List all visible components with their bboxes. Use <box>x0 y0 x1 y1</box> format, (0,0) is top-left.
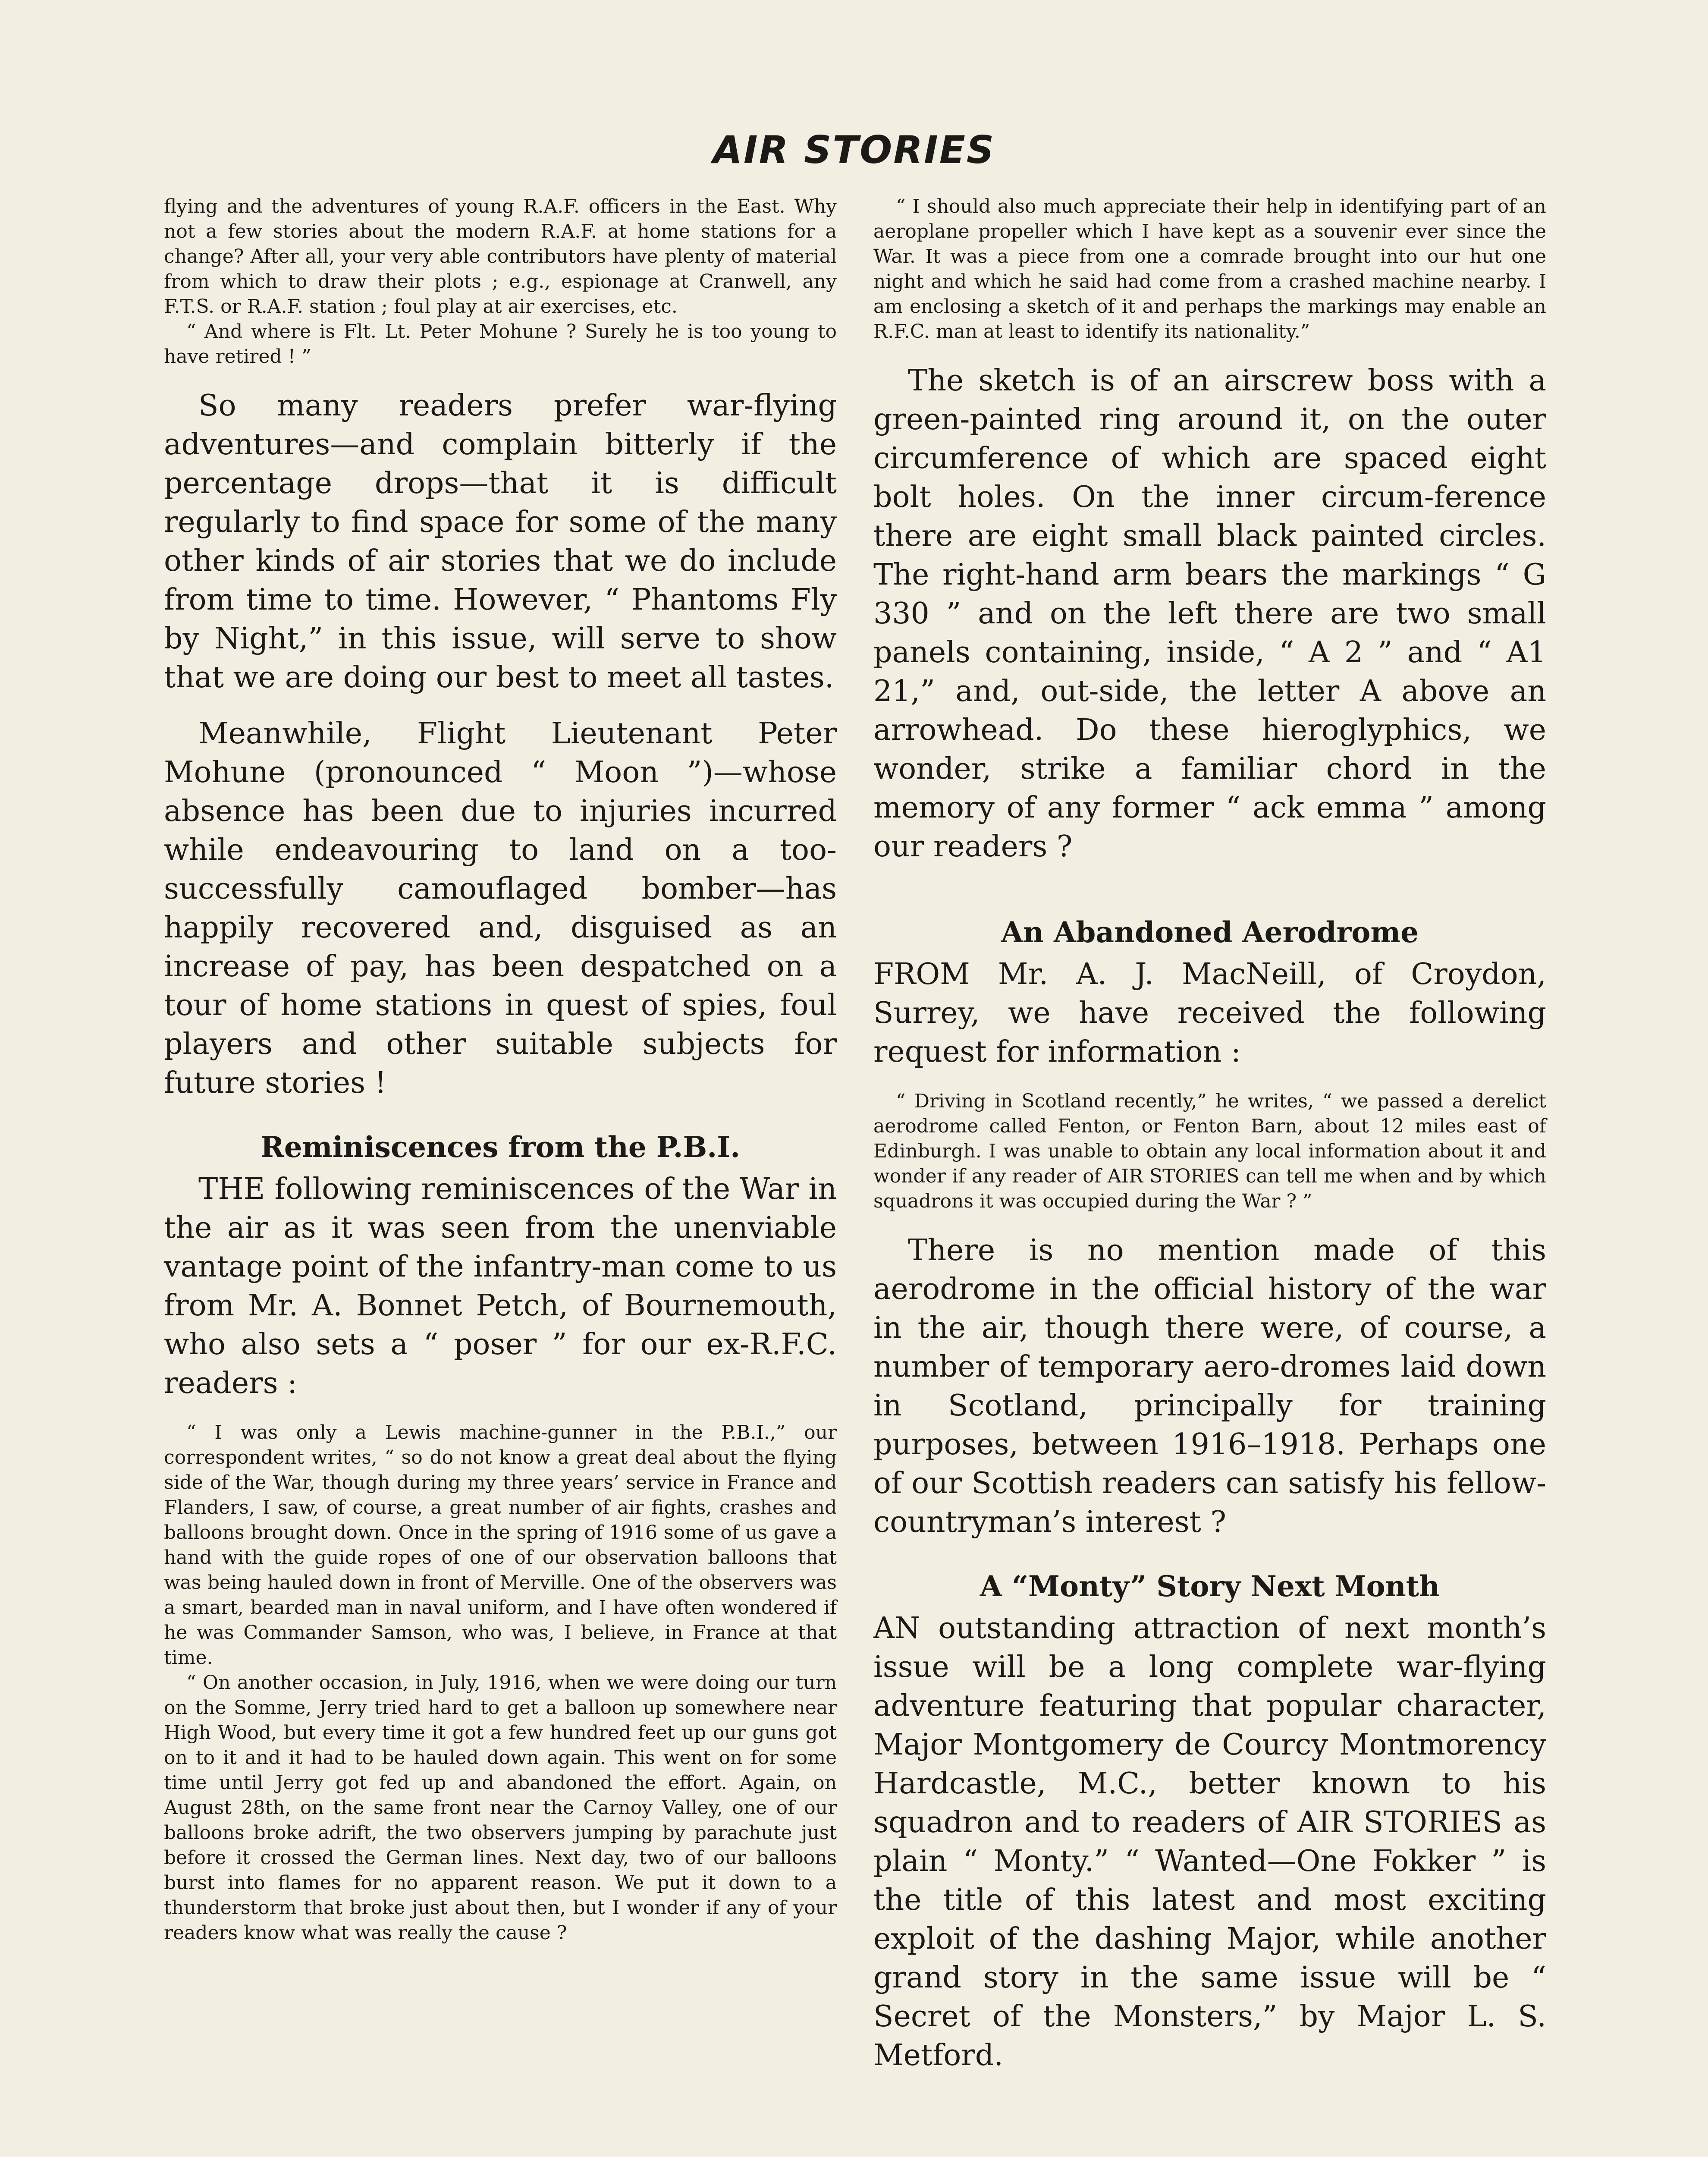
quote-propeller: “ I should also much appreciate their help in identifying part of an aeroplane propeller which I have kept as a souvenir ever since the War. It was a piece from one a comrade brought into our hut one night and which he said had come from a crashed machine nearby. I am enclosing a sketch of it and perhaps the markings may enable an R.F.C. man at least to identify its nationality.” <box>873 195 1546 343</box>
continued-paragraph: flying and the adventures of young R.A.F. officers in the East. Why not a few stories about the modern R.A.F. at home stations for a change? After all, your very able contributors have plenty of material from which to draw their plots ; e.g., espionage at Cranwell, any F.T.S. or R.A.F. station ; foul play at air exercises, etc. <box>164 195 837 318</box>
paragraph-pbi-intro: THE following reminiscences of the War in the air as it was seen from the unenviable vantage point of the infantry-man come to us from Mr. A. Bonnet Petch, of Bournemouth, who also sets a “ poser ” for our ex-R.F.C. readers : <box>164 1172 837 1400</box>
running-head-title: AIR STORIES <box>713 128 995 172</box>
paragraph-no-mention: There is no mention made of this aerodrome in the official history of the war in the air, though there were, of course, a number of temporary aero-dromes laid down in Scotland, principally for training purposes, between 1916–1918. Perhaps one of our Scottish readers can satisfy his fellow-countryman’s interest ? <box>873 1233 1546 1539</box>
quote-pbi-part-2: “ On another occasion, in July, 1916, when we were doing our turn on the Somme, Jerry tried hard to get a balloon up somewhere near High Wood, but every time it got a few hundred feet up our guns got on to it and it had to be hauled down again. This went on for some time until Jerry got fed up and abandoned the effort. Again, on August 28th, on the same front near the Carnoy Valley, one of our balloons broke adrift, the two observers jumping by parachute just before it crossed the German lines. Next day, two of our balloons burst into flames for no apparent reason. We put it down to a thunderstorm that broke just about then, but I wonder if any of your readers know what was really the cause ? <box>164 1672 837 1944</box>
quote-aerodrome: “ Driving in Scotland recently,” he writes, “ we passed a derelict aerodrome called Fenton, or Fenton Barn, about 12 miles east of Edinburgh. I was unable to obtain any local information about it and wonder if any reader of AIR STORIES can tell me when and by which squadrons it was occupied during the War ? ” <box>873 1090 1546 1212</box>
paragraph-war-flying: So many readers prefer war-flying adventures—and complain bitterly if the percentage drops—that it is difficult regularly to find space for some of the many other kinds of air stories that we do include from time to time. However, “ Phantoms Fly by Night,” in this issue, will serve to show that we are doing our best to meet all tastes. <box>164 389 837 695</box>
paragraph-monty: AN outstanding attraction of next month’s issue will be a long complete war-flying adventure featuring that popular character, Major Montgomery de Courcy Montmorency Hardcastle, M.C., better known to his squadron and to readers of AIR STORIES as plain “ Monty.” “ Wanted—One Fokker ” is the title of this latest and most exciting exploit of the dashing Major, while another grand story in the same issue will be “ Secret of the Monsters,” by Major L. S. Metford. <box>873 1611 1546 2072</box>
section-heading-monty: A “Monty” Story Next Month <box>980 1569 1440 1603</box>
quote-mohune: “ And where is Flt. Lt. Peter Mohune ? Surely he is too young to have retired ! ” <box>164 321 837 368</box>
left-column <box>164 194 837 1946</box>
section-heading-pbi: Reminiscences from the P.B.I. <box>260 1130 741 1164</box>
paragraph-meanwhile: Meanwhile, Flight Lieutenant Peter Mohune (pronounced “ Moon ”)—whose absence has been due to injuries incurred while endeavouring to land on a too-successfully camouflaged bomber—has happily recovered and, disguised as an increase of pay, has been despatched on a tour of home stations in quest of spies, foul players and other suitable subjects for future stories ! <box>164 717 837 1100</box>
quote-pbi-part-1: “ I was only a Lewis machine-gunner in the P.B.I.,” our correspondent writes, “ so do not know a great deal about the flying side of the War, though during my three years’ service in France and Flanders, I saw, of course, a great number of air fights, crashes and balloons brought down. Once in the spring of 1916 some of us gave a hand with the guide ropes of one of our observation balloons that was being hauled down in front of Merville. One of the observers was a smart, bearded man in naval uniform, and I have often wondered if he was Commander Samson, who was, I believe, in France at that time. <box>164 1421 837 1669</box>
paragraph-aerodrome-intro: FROM Mr. A. J. MacNeill, of Croydon, Surrey, we have received the following request for information : <box>873 957 1546 1069</box>
right-column <box>873 194 1546 2075</box>
section-heading-aerodrome: An Abandoned Aerodrome <box>1001 915 1419 949</box>
paragraph-sketch: The sketch is of an airscrew boss with a green-painted ring around it, on the outer circumference of which are spaced eight bolt holes. On the inner circum-ference there are eight small black painted circles. The right-hand arm bears the markings “ G 330 ” and on the left there are two small panels containing, inside, “ A 2 ” and “ A1 21,” and, out-side, the letter A above an arrowhead. Do these hieroglyphics, we wonder, strike a familiar chord in the memory of any former “ ack emma ” among our readers ? <box>873 364 1546 864</box>
